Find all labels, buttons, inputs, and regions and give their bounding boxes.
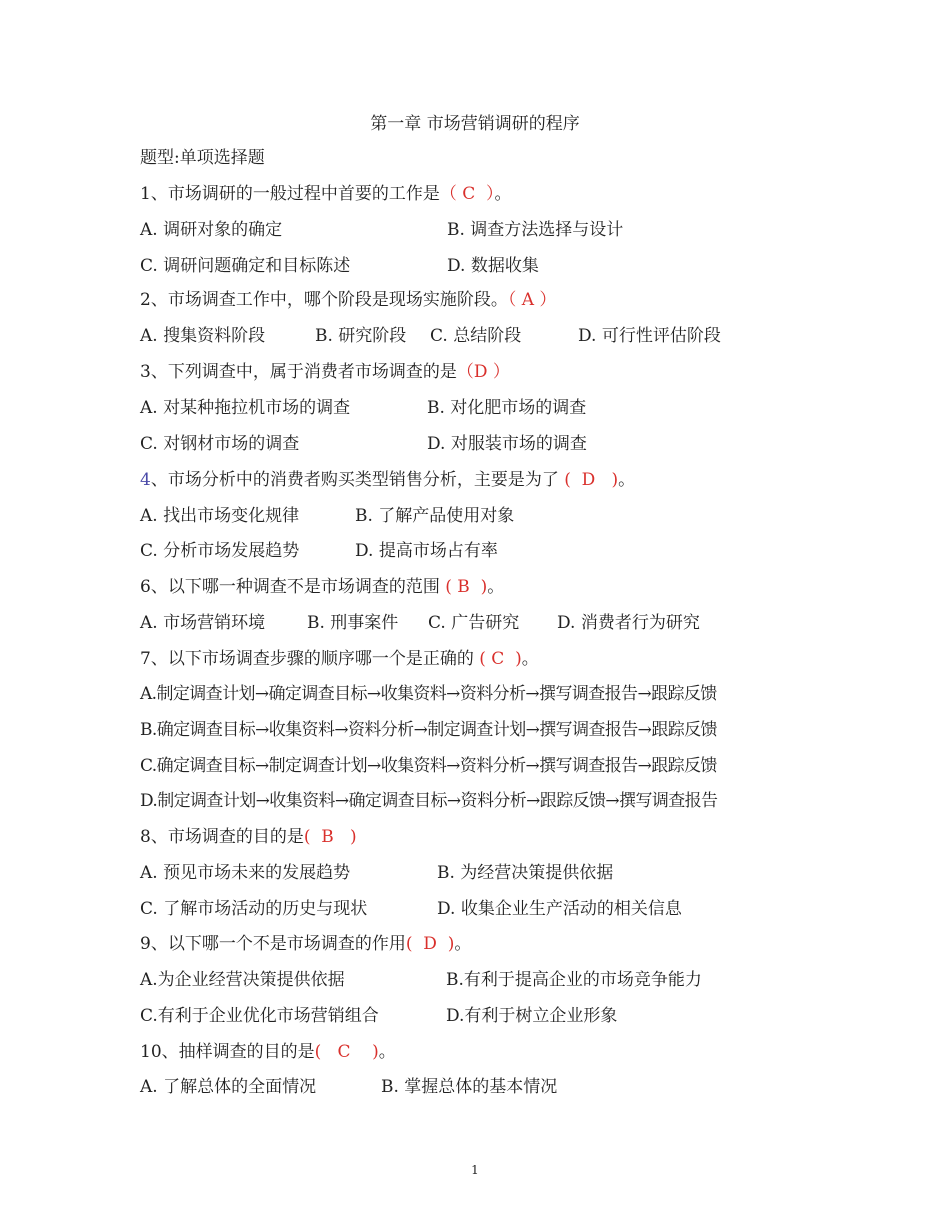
option: C. 总结阶段 bbox=[430, 326, 522, 346]
chapter-title: 第一章 市场营销调研的程序 bbox=[370, 114, 580, 134]
question-number: 8 bbox=[140, 827, 151, 847]
option: B.确定调查目标→收集资料→资料分析→制定调查计划→撰写调查报告→跟踪反馈 bbox=[140, 720, 717, 740]
question-3 bbox=[140, 362, 510, 382]
option: A. 市场营销环境 bbox=[140, 613, 266, 633]
option: C. 调研问题确定和目标陈述 bbox=[140, 256, 351, 276]
option: C. 广告研究 bbox=[428, 613, 520, 633]
option: A. 对某种拖拉机市场的调查 bbox=[140, 398, 351, 418]
answer: ( D ) bbox=[405, 934, 455, 954]
answer: ( B ) bbox=[303, 827, 357, 847]
option: A.为企业经营决策提供依据 bbox=[140, 970, 345, 990]
question-7 bbox=[140, 649, 539, 669]
question-text: 、市场调查的目的是 bbox=[150, 827, 304, 847]
option: B. 为经营决策提供依据 bbox=[437, 863, 614, 883]
punct: 。 bbox=[521, 649, 539, 669]
option: A. 预见市场未来的发展趋势 bbox=[140, 863, 351, 883]
question-10 bbox=[140, 1042, 396, 1062]
question-2 bbox=[140, 290, 556, 310]
punct: 。 bbox=[378, 1042, 396, 1062]
option: A. 调研对象的确定 bbox=[140, 220, 283, 240]
option: A. 找出市场变化规律 bbox=[140, 506, 300, 526]
option: D. 消费者行为研究 bbox=[557, 613, 700, 633]
answer: ( B ) bbox=[439, 577, 488, 597]
answer: （ A ） bbox=[507, 290, 557, 310]
question-number: 9 bbox=[140, 934, 151, 954]
option: B. 调查方法选择与设计 bbox=[447, 220, 624, 240]
question-number: 4 bbox=[140, 470, 151, 490]
question-text: 、以下市场调查步骤的顺序哪一个是正确的 bbox=[150, 649, 474, 669]
question-number: 3 bbox=[140, 362, 151, 382]
punct: 。 bbox=[454, 934, 472, 954]
question-4 bbox=[140, 470, 635, 490]
question-type-label: 题型:单项选择题 bbox=[140, 148, 265, 168]
option: C. 分析市场发展趋势 bbox=[140, 541, 300, 561]
question-text: 、市场调研的一般过程中首要的工作是 bbox=[150, 184, 440, 204]
option: D. 数据收集 bbox=[447, 256, 539, 276]
option: A. 了解总体的全面情况 bbox=[140, 1077, 317, 1097]
question-number: 6 bbox=[140, 577, 151, 597]
option: A. 搜集资料阶段 bbox=[140, 326, 266, 346]
punct: 。 bbox=[618, 470, 636, 490]
question-number: 10 bbox=[140, 1042, 162, 1062]
option: B. 掌握总体的基本情况 bbox=[381, 1077, 558, 1097]
option: D.有利于树立企业形象 bbox=[446, 1006, 618, 1026]
option: C. 了解市场活动的历史与现状 bbox=[140, 899, 368, 919]
question-6 bbox=[140, 577, 504, 597]
answer: （D ） bbox=[456, 362, 510, 382]
question-number: 7 bbox=[140, 649, 151, 669]
option: B.有利于提高企业的市场竞争能力 bbox=[446, 970, 702, 990]
page-number: 1 bbox=[471, 1163, 479, 1177]
answer: ( D ) bbox=[558, 470, 619, 490]
option: B. 研究阶段 bbox=[315, 326, 407, 346]
answer: ( C ) bbox=[473, 649, 522, 669]
option: B. 刑事案件 bbox=[307, 613, 399, 633]
answer: ( C ) bbox=[314, 1042, 379, 1062]
option: C.有利于企业优化市场营销组合 bbox=[140, 1006, 379, 1026]
question-text: 、下列调查中，属于消费者市场调查的是 bbox=[150, 362, 457, 382]
option: B. 对化肥市场的调查 bbox=[427, 398, 587, 418]
question-1 bbox=[140, 184, 512, 204]
question-number: 2 bbox=[140, 290, 151, 310]
question-text: 、以下哪一种调查不是市场调查的范围 bbox=[150, 577, 440, 597]
option: D. 提高市场占有率 bbox=[355, 541, 498, 561]
question-8 bbox=[140, 827, 357, 847]
option: B. 了解产品使用对象 bbox=[355, 506, 515, 526]
answer: （ C ） bbox=[439, 184, 495, 204]
option: D. 收集企业生产活动的相关信息 bbox=[437, 899, 682, 919]
question-text: 、市场调查工作中，哪个阶段是现场实施阶段。 bbox=[150, 290, 508, 310]
option: A.制定调查计划→确定调查目标→收集资料→资料分析→撰写调查报告→跟踪反馈 bbox=[140, 684, 717, 704]
option: D. 对服装市场的调查 bbox=[427, 434, 587, 454]
question-text: 、抽样调查的目的是 bbox=[161, 1042, 315, 1062]
question-text: 、以下哪一个不是市场调查的作用 bbox=[150, 934, 406, 954]
punct: 。 bbox=[494, 184, 512, 204]
option: D. 可行性评估阶段 bbox=[578, 326, 721, 346]
question-number: 1 bbox=[140, 184, 151, 204]
option: D.制定调查计划→收集资料→确定调查目标→资料分析→跟踪反馈→撰写调查报告 bbox=[140, 791, 718, 811]
punct: 。 bbox=[487, 577, 505, 597]
question-9 bbox=[140, 934, 471, 954]
option: C.确定调查目标→制定调查计划→收集资料→资料分析→撰写调查报告→跟踪反馈 bbox=[140, 756, 717, 776]
question-text: 、市场分析中的消费者购买类型销售分析，主要是为了 bbox=[150, 470, 559, 490]
option: C. 对钢材市场的调查 bbox=[140, 434, 300, 454]
